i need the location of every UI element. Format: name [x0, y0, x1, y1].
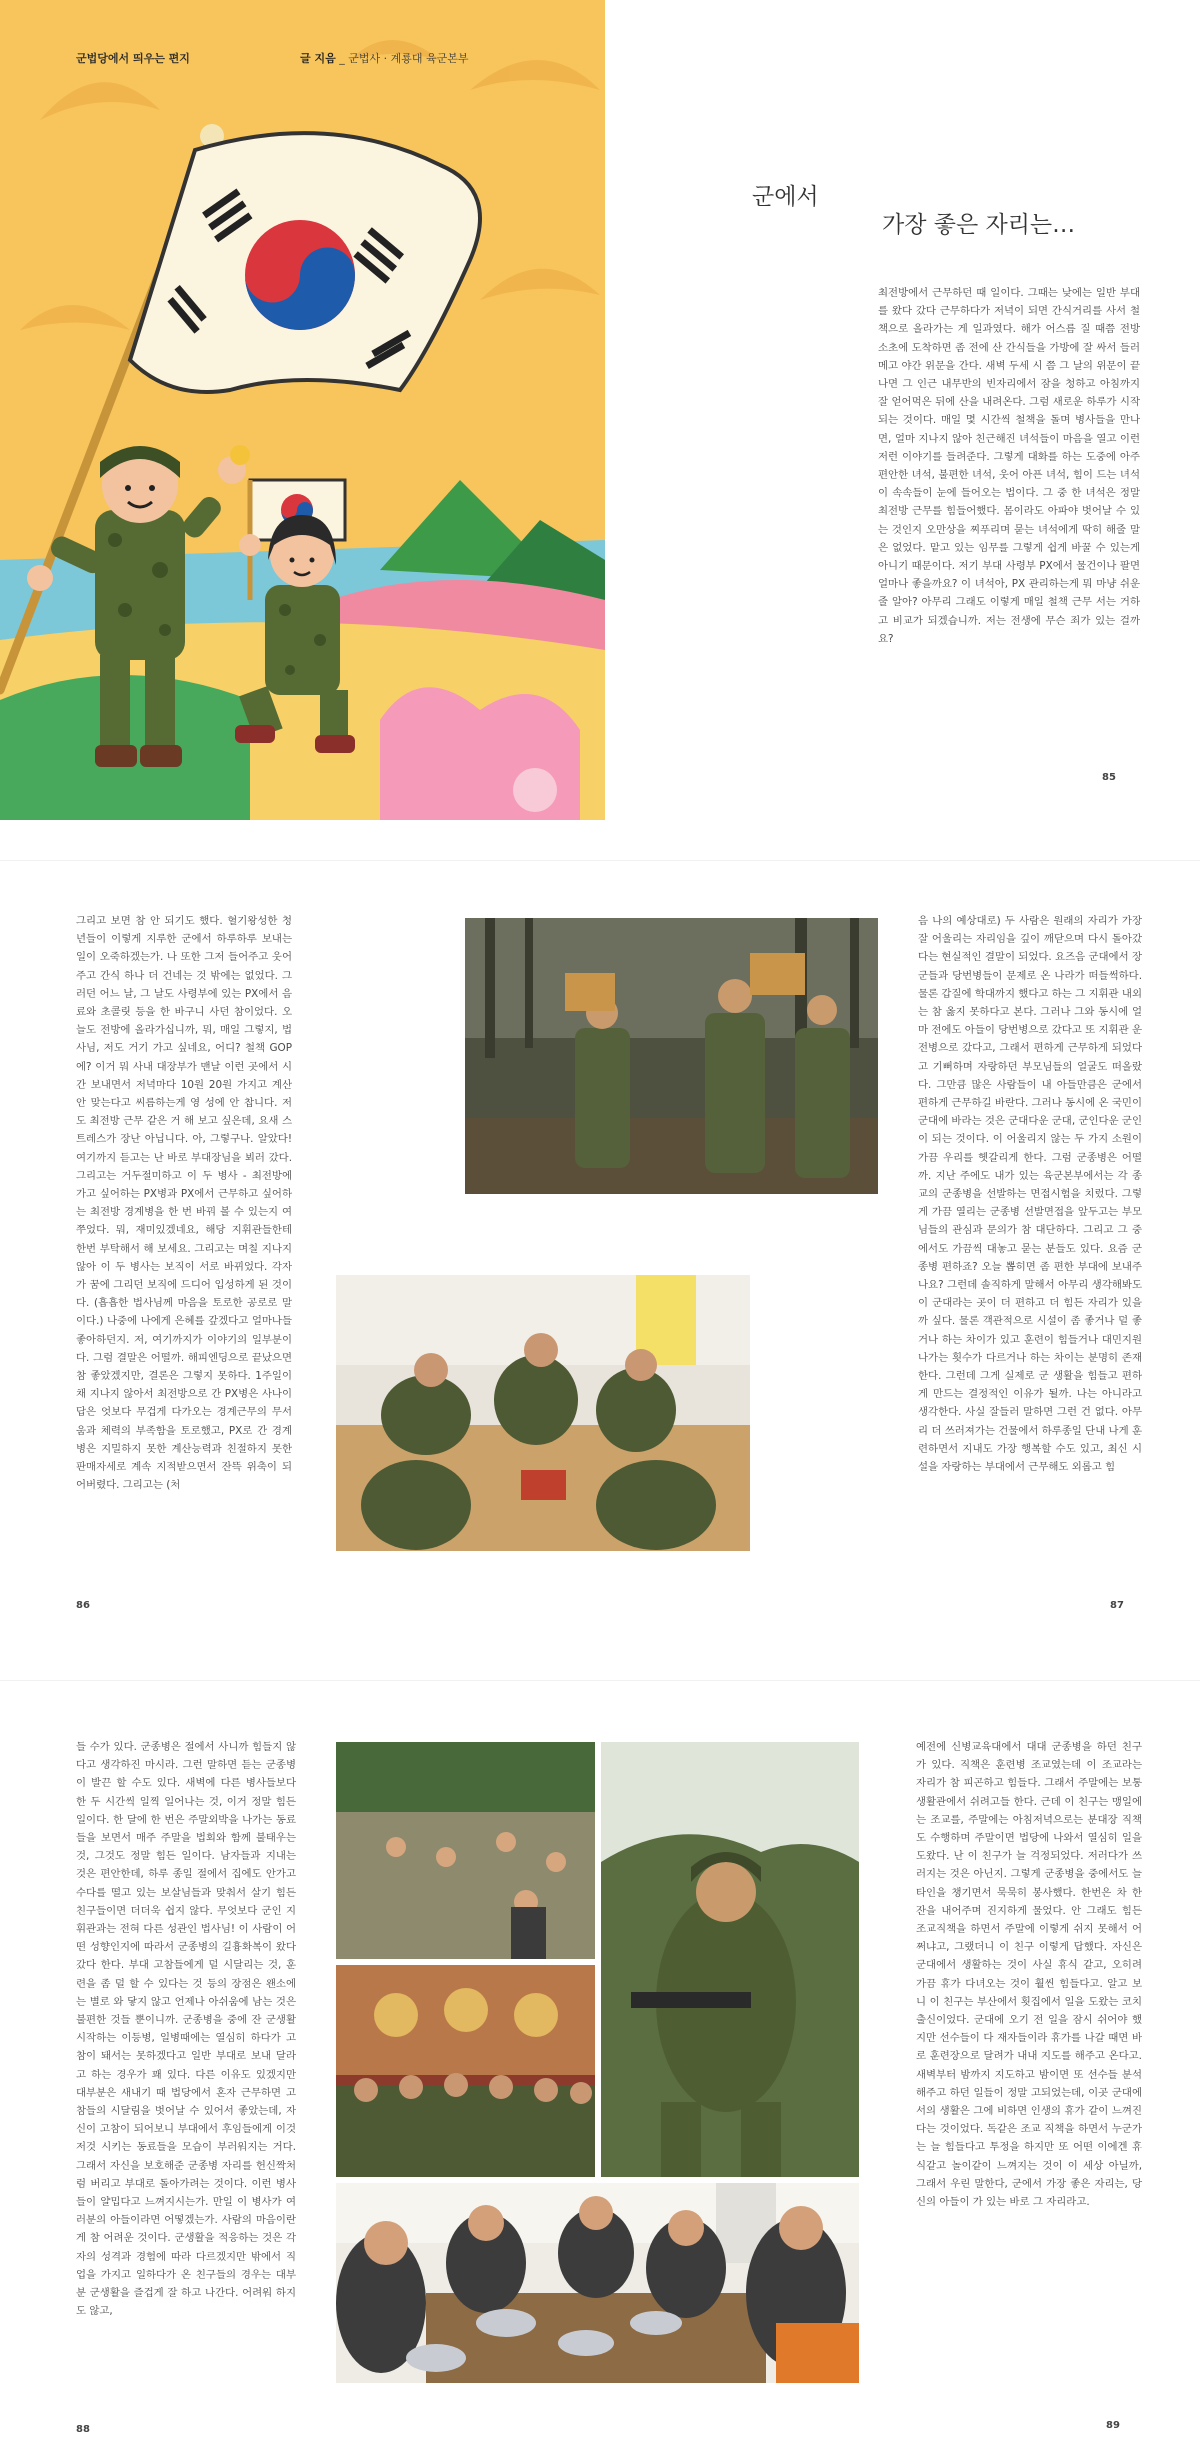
- photo-icon: [601, 1742, 859, 2177]
- spread-divider-1: [0, 860, 1200, 861]
- soldiers-flag-illustration: [0, 0, 605, 820]
- spread2-left-body: 그리고 보면 참 안 되기도 했다. 혈기왕성한 청년들이 이렇게 지루한 군에서 하루하루 보내는 일이 오죽하겠는가. 나 또한 그저 들어주고 웃어주고 간식 하나 더 건네는 것 밖에는 없었다. 그러던 어느 날, 그 날도 사령부에 있는 PX에서 음료와 초콜릿 등을 한 바구니 사던 참이었다. 오늘도 전방에 올라가십니까, 뭐, 매일 그렇지, 법사님, 저도 거기 가고 싶네요, 어디? 철책 GOP에? 이거 뭐 사내 대장부가 맨날 이런 곳에서 시간 보내면서 저녁마다 10원 20원 가지고 계산 안 맞는다고 씨름하는게 영 성에 안 찹니다. 저도 최전방 근무 같은 거 해 보고 싶은데, 요새 스트레스가 장난 아닙니다. 아, 그렇구나. 알았다! 여기까지 듣고는 난 바로 부대장님을 뵈러 갔다. 그리고는 거두절미하고 이 두 병사 - 최전방에 가고 싶어하는 PX병과 PX에서 근무하고 싶어하는 최전방 경계병을 한 번 바꿔 볼 수 있는지 여쭈었다. 뭐, 재미있겠네요, 해당 지휘관들한테 한번 부탁해서 해 보세요. 그리고는 며칠 지나지 않아 이 두 병사는 보직이 서로 바뀌었다. 각자가 꿈에 그리던 보직에 드디어 입성하게 된 것이다. (흡흡한 법사님께 마음을 토로한 공로로 말이다.) 나중에 나에게 은혜를 갚겠다고 얼마나들 좋아하던지. 저, 여기까지가 이야기의 일부분이다. 그럼 결말은 어떨까. 해피엔딩으로 끝났으면 참 좋았겠지만, 결론은 그렇지 못하다. 1주일이 채 지나지 않아서 최전방으로 간 PX병은 사나이답은 엇보다 무겁게 다가오는 경계근무의 무서움과 체력의 부족함을 토로했고, PX로 간 경계병은 지밀하지 못한 계산능력과 친절하지 못한 판매자세로 계속 지적받으면서 잔뜩 위축이 되어버렸다. 그리고는 (처: [76, 915, 292, 1492]
- article-title-line2: 가장 좋은 자리는…: [882, 212, 1076, 238]
- photo-meal-table: [336, 2183, 859, 2383]
- cover-illustration: [0, 0, 605, 820]
- spread3-left-body: 들 수가 있다. 군종병은 절에서 사니까 힘들지 않다고 생각하진 마시라. 그런 말하면 듣는 군종병이 발끈 할 수도 있다. 새벽에 다른 병사들보다 한 두 시간씩 일찍 일어나는 것, 이거 정말 힘든 일이다. 한 달에 한 번은 주말외박을 나가는 동료들을 보면서 매주 주말을 법회와 함께 불태우는 것, 그것도 정말 힘든 일이다. 남자들과 지내는 것은 편안한데, 하루 종일 절에서 집에도 안가고 수다를 떨고 있는 보살님들과 맞춰서 살기 힘든 친구들이면 더더욱 쉽지 않다. 무엇보다 군인 지휘관과는 전혀 다른 성관인 법사님! 이 사람이 어떤 성향인지에 따라서 군종병의 길흉화복이 왔다갔다 한다. 부대 고참들에게 덜 시달리는 것, 훈련을 좀 덜 할 수 있다는 것 등의 장점은 왠소에는 별로 와 닿지 않고 언제나 아쉬움에 남는 것은 불편한 것들 뿐이니까. 군종병을 중에 잔 군생활 시작하는 이등병, 일병때에는 열심히 하다가 고참이 돼서는 못하겠다고 일반 부대로 보내 달라고 하는 경우가 꽤 있다. 다른 이유도 있겠지만 대부분은 새내기 때 법당에서 혼자 근무하면 고참들의 시달림을 벗어날 수 있어서 좋았는데, 자신이 고참이 되어보니 부대에서 후임들에게 이것 저것 시키는 동료들을 모습이 부러워지는 거다. 그래서 자신을 보호해준 군종병 자리를 헌신짝처럼 버리고 부대로 돌아가려는 것이다. 이런 병사들이 얄밉다고 느껴지시는가. 만일 이 병사가 여러분의 아들이라면 어떻겠는가. 사람의 마음이란 게 참 어려운 것이다. 군생활을 적응하는 것은 각자의 성격과 경험에 따라 다르겠지만 밖에서 직업을 가지고 일하다가 온 친구들의 경우는 대부분 군생활을 즐겁게 잘 하고 나간다. 어려워 하지도 않고,: [76, 1741, 296, 2318]
- photo-water-training: [336, 1742, 595, 1959]
- photo-icon: [465, 918, 878, 1194]
- intro-body-text: 최전방에서 근무하던 때 일이다. 그때는 낮에는 일반 부대를 왔다 갔다 근무하다가 저녁이 되면 간식거리를 사서 철책으로 올라가는 게 일과였다. 해가 어스름 질 때쯤 전방 소초에 도착하면 좀 전에 산 간식들을 가방에 잘 싸서 들러메고 야간 위문을 간다. 새벽 두세 시 쯤 그 날의 위문이 끝나면 그 인근 내무반의 빈자리에서 잠을 청하고 아침까지 잘 얻어먹은 뒤에 산을 내려온다. 그럼 새로운 하루가 시작되는 것이다. 매일 몇 시간씩 철책을 돌며 병사들을 만나면, 얼마 지나지 않아 친근해진 녀석들이 마음을 열고 이런 저런 이야기를 들려준다. 그렇게 대화를 하는 도중에 아주 편안한 녀석, 불편한 녀석, 웃어 아픈 녀석, 힘이 드는 녀석이 속속들이 눈에 들어오는 법이다. 그 중 한 녀석은 정말 최전방 근무를 힘들어했다. 몸이라도 아파야 벗어날 수 있는 것인지 오만상을 찌푸리며 묻는 녀석에게 딱히 해줄 말은 없었다. 맡고 있는 임무를 그렇게 쉽게 바꿀 수 있는게 아니기 때문이다. 저기 부대 사령부 PX에서 물건이나 팔면 얼마나 좋을까요? 이 녀석아, PX 관리하는게 뭐 마냥 쉬운 줄 알아? 아무리 그래도 이렇게 매일 철책 근무 서는 거하고 비교가 되겠습니까. 저는 전생에 무슨 죄가 있는 걸까요?: [878, 287, 1140, 645]
- photo-temple-group: [336, 1965, 595, 2177]
- spread3-right-body: 예전에 신병교육대에서 대대 군종병을 하던 친구가 있다. 직책은 훈련병 조교였는데 이 조교라는 자리가 참 피곤하고 힘들다. 그래서 주말에는 보통 생활관에서 쉬려고들 한다. 근데 이 친구는 맹일에는 조교를, 주말에는 아침저녁으로는 분대장 직책도 수행하며 주말이면 법당에 나와서 열심히 일을 도왔다. 난 이 친구가 늘 걱정되었다. 저러다가 쓰러지는 것은 아닌지. 그렇게 군종병을 중에서도 늘 타인을 챙기면서 묵묵히 봉사했다. 한번은 차 한 잔을 내어주며 진지하게 물었다. 안 그래도 힘든 조교직책을 하면서 주말에 이렇게 쉬지 못해서 어쩌냐고, 그랬더니 이 친구 이렇게 답했다. 자신은 군대에서 생활하는 것이 사실 휴식 같고, 오히려 가끔 휴가 다녀오는 것이 훨씬 힘들다고. 알고 보니 이 친구는 부산에서 횟집에서 일을 도왔는 코치 출신이었다. 군대에 오기 전 일을 잠시 쉬어야 했지만 선수들이 다 재자들이라 휴가를 나갈 때면 바로 훈련장으로 달려가 내내 지도를 해주고 온다고. 새벽부터 밤까지 지도하고 밤이면 또 선수들 분석해주고 하던 일들이 정말 고되었는데, 이곳 군대에서의 생활은 그에 비하면 인생의 휴가 같이 느껴진다는 것이었다. 독같은 조교 직책을 하면서 누군가는 늘 힘들다고 투정을 하지만 또 어떤 이에겐 휴식같고 놀이같이 느껴지는 것이 이 세상 아닐까, 그래서 우린 말한다, 군에서 가장 좋은 자리는, 당신의 아들이 가 있는 바로 그 자리라고.: [916, 1741, 1142, 2209]
- photo-icon: [336, 2183, 859, 2383]
- spread-divider-2: [0, 1680, 1200, 1681]
- page-number-87: 87: [1110, 1600, 1124, 1611]
- photo-soldiers-carrying-boxes: [465, 918, 878, 1194]
- article-title-line1: 군에서: [752, 184, 819, 210]
- photo-icon: [336, 1965, 595, 2177]
- photo-icon: [336, 1742, 595, 1959]
- photo-soldiers-seated-floor: [336, 1275, 750, 1551]
- byline-detail: _ 군법사 · 계룡대 육군본부: [339, 52, 469, 65]
- page-number-88: 88: [76, 2424, 90, 2435]
- photo-soldier-portrait: [601, 1742, 859, 2177]
- spread2-right-body: 음 나의 예상대로) 두 사람은 원래의 자리가 가장 잘 어울리는 자리임을 깊이 깨닫으며 다시 돌아갔다는 현실적인 결말이 되었다. 요즈음 군대에서 장군들과 당번병들이 문제로 온 나라가 떠들썩하다. 물론 갑질에 학대까지 했다고 하는 그 지휘관 내외는 참 옳지 못하다고 본다. 그러나 그와 동시에 얼마 전에도 아들이 당번병으로 갔다고 또 지휘관 운전병으로 갔다고, 그래서 편하게 근무하게 되었다고 기뻐하며 자랑하던 부모님들의 얼굴도 떠올랐다. 그만큼 많은 사람들이 내 아들만큼은 군에서 편하게 근무하길 바란다. 그러나 동시에 온 국민이 군대에 바라는 것은 군대다운 군대, 군인다운 군인이 되는 것이다. 이 어울리지 않는 두 가지 소원이 가끔 우리를 헷갈리게 한다. 그럼 군종병은 어떨까. 지난 주에도 내가 있는 육군본부에서는 각 종교의 군종병을 선발하는 면접시험을 치렀다. 그렇게 가끔 열리는 군종병 선발면접을 앞두고는 부모님들의 관심과 문의가 참 대단하다. 그리고 그 중에서도 가끔씩 대놓고 묻는 분들도 있다. 요즘 군종병 편하죠? 오늘 뽑히면 좀 편한 부대에 보내주나요? 그런데 솔직하게 말해서 아무리 생각해봐도 이 군대라는 곳이 더 편하고 더 힘든 자리가 있을까 싶다. 물론 객관적으로 시설이 좀 좋거나 덜 좋거나 하는 차이가 있고 훈련이 힘들거나 대민지원 나가는 횟수가 다르거나 하는 차이는 분명히 존재한다. 그런데 그게 실제로 군 생활을 힘들고 편하게 만드는 결정적인 이유가 될까. 나는 아니라고 생각한다. 사실 잘들러 말하면 그런 건 없다. 아무리 더 쓰러져가는 건물에서 하루종일 단내 나게 훈련하면서 지내도 가장 행복할 수도 있고, 최신 시설을 자랑하는 부대에서 근무해도 외롭고 힘: [918, 915, 1142, 1474]
- page-number-86: 86: [76, 1600, 90, 1611]
- page-number-85: 85: [1102, 772, 1116, 783]
- byline: [300, 50, 468, 66]
- photo-icon: [336, 1275, 750, 1551]
- series-title: 군법당에서 띄우는 편지: [76, 52, 190, 65]
- page-number-89: 89: [1106, 2420, 1120, 2431]
- byline-label: 글 지음: [300, 52, 336, 65]
